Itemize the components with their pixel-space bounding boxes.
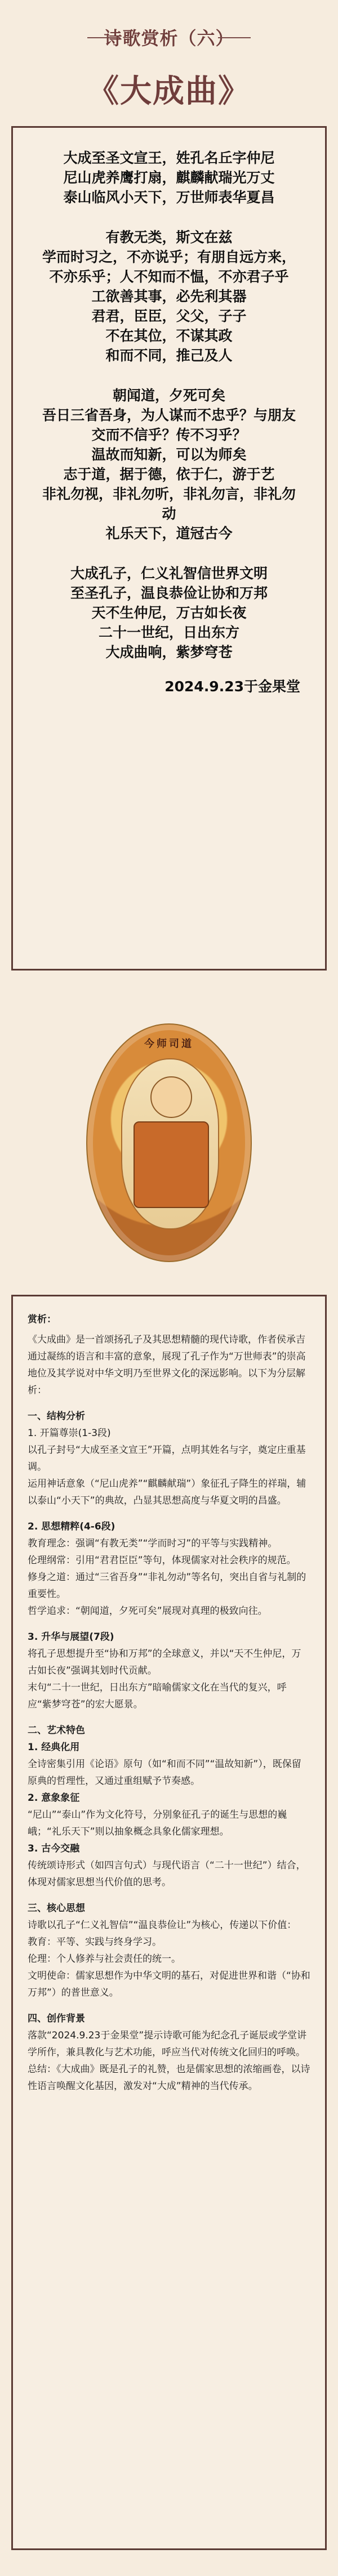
poem-line: 天不生仲尼，万古如长夜 (91, 605, 247, 621)
stanza-1 (38, 148, 300, 207)
portrait-oval (86, 1023, 252, 1262)
poem-line: 志于道，据于德，依于仁，游于艺 (63, 466, 275, 482)
analysis-heading: 赏析： (28, 1314, 56, 1325)
section-title: 四、创作背景 (28, 2013, 85, 2024)
section-text: 哲学追求：“朝闻道，夕死可矣”展现对真理的极致向往。 (28, 1605, 268, 1617)
analysis-section (28, 1518, 310, 1620)
section-subtitle: 2. 意象象征 (28, 1792, 80, 1804)
poem-line: 大成曲响，紫梦穹苍 (105, 644, 233, 660)
poem-line: 大成孔子，仁义礼智信世界文明 (70, 565, 268, 582)
section-text: 传统颂诗形式（如四言句式）与现代语言（“二十一世纪”）结合，体现对儒家思想当代价值的思考。 (28, 1860, 306, 1888)
section-text: 总结：《大成曲》既是孔子的礼赞，也是儒家思想的浓缩画卷，以诗性语言唤醒文化基因，激发对“大成”精神的当代传承。 (28, 2064, 310, 2092)
poem-line: 和而不同，推己及人 (105, 347, 233, 364)
poem-line: 非礼勿视，非礼勿听，非礼勿言，非礼勿动 (42, 486, 296, 522)
poem-line: 温故而知新，可以为师矣 (91, 446, 247, 463)
section-text: 1. 开篇尊崇(1-3段) (28, 1428, 111, 1439)
poem-line: 吾日三省吾身，为人谋而不忠乎？与朋友交而不信乎？传不习乎？ (42, 407, 296, 443)
poem-line: 泰山临风小天下，万世师表华夏昌 (63, 189, 275, 205)
section-title: 二、艺术特色 (28, 1725, 85, 1736)
section-text: 末句“二十一世纪，日出东方”暗喻儒家文化在当代的复兴，呼应“紫梦穹苍”的宏大愿景。 (28, 1682, 287, 1710)
section-text: 运用神话意象（“尼山虎养”“麒麟献瑞”）象征孔子降生的祥瑞，辅以泰山“小天下”的典故，凸显其思想高度与华夏文明的昌盛。 (28, 1478, 306, 1506)
portrait-title: 今师司道 (144, 1038, 194, 1050)
poem-title: 《大成曲》 (87, 73, 251, 110)
banner-right-line (218, 37, 251, 38)
poem-line: 不在其位，不谋其政 (105, 328, 233, 344)
series-banner (87, 25, 251, 50)
analysis-section (28, 1629, 310, 1713)
poem-line: 工欲善其事，必先利其器 (91, 288, 247, 305)
section-title: 2. 思想精粹(4-6段) (28, 1521, 115, 1532)
analysis-section (28, 1722, 310, 1891)
stanza-2 (38, 227, 300, 365)
section-text: 将孔子思想提升至“协和万邦”的全球意义，并以“天不生仲尼，万古如长夜”强调其划时代贡献。 (28, 1648, 301, 1676)
signature: 2024.9.23于金果堂 (164, 678, 300, 695)
poem-line: 君君，臣臣，父父，子子 (91, 308, 247, 324)
section-title: 三、核心思想 (28, 1903, 85, 1914)
poem-line: 至圣孔子，温良恭俭让协和万邦 (70, 585, 268, 601)
figure-head (150, 1076, 192, 1118)
section-text: 落款“2024.9.23于金果堂”提示诗歌可能为纪念孔子诞辰或学堂讲学所作，兼具教化与艺术功能，呼应当代对传统文化回归的呼唤。 (28, 2030, 307, 2058)
analysis-section (28, 1900, 310, 2001)
section-text: 全诗密集引用《论语》原句（如“和而不同”“温故知新”），既保留原典的哲理性，又通过重组赋予节奏感。 (28, 1759, 301, 1787)
section-text: 教育：平等、实践与终身学习。 (28, 1937, 162, 1948)
section-text: 以孔子封号“大成至圣文宣王”开篇，点明其姓名与字，奠定庄重基调。 (28, 1444, 306, 1473)
poem-line: 朝闻道，夕死可矣 (112, 387, 225, 404)
section-text: 伦理纲常：引用“君君臣臣”等句，体现儒家对社会秩序的规范。 (28, 1555, 296, 1566)
figure-body (134, 1121, 209, 1208)
section-title: 一、结构分析 (28, 1411, 85, 1422)
section-text: 教育理念：强调“有教无类”“学而时习”的平等与实践精神。 (28, 1538, 278, 1549)
section-text: 诗歌以孔子“仁义礼智信”“温良恭俭让”为核心，传递以下价值： (28, 1920, 297, 1931)
header (11, 25, 327, 109)
series-title: 诗歌赏析（六） (104, 28, 234, 49)
section-subtitle: 3. 古今交融 (28, 1843, 80, 1854)
poem-line: 学而时习之，不亦说乎；有朋自远方来，不亦乐乎；人不知而不愠，不亦君子乎 (42, 249, 296, 285)
poem-line: 二十一世纪，日出东方 (98, 624, 239, 641)
poem-container (11, 126, 327, 971)
analysis-container (11, 1295, 327, 2550)
analysis-section (28, 2010, 310, 2095)
poem-line: 有教无类，斯文在兹 (105, 229, 233, 245)
stanza-4 (38, 564, 300, 662)
portrait-figure (121, 1058, 219, 1229)
section-title: 3. 升华与展望(7段) (28, 1631, 114, 1643)
section-text: 文明使命：儒家思想作为中华文明的基石，对促进世界和谐（“协和万邦”）的普世意义。 (28, 1970, 310, 1998)
analysis (13, 1296, 325, 2115)
section-text: 修身之道：通过“三省吾身”“非礼勿动”等名句，突出自省与礼制的重要性。 (28, 1572, 306, 1600)
portrait (84, 1022, 254, 1264)
section-text: 伦理：个人修养与社会责任的统一。 (28, 1953, 181, 1965)
analysis-section (28, 1408, 310, 1509)
stanza-3 (38, 386, 300, 543)
section-subtitle: 1. 经典化用 (28, 1742, 80, 1753)
section-text: “尼山”“泰山”作为文化符号，分别象征孔子的诞生与思想的巍峨；“礼乐天下”则以抽象概念具象化儒家理想。 (28, 1809, 287, 1837)
poem-line: 礼乐天下，道冠古今 (105, 525, 233, 542)
poem-line: 大成至圣文宣王，姓孔名丘字仲尼 (63, 150, 275, 166)
analysis-intro: 《大成曲》是一首颂扬孔子及其思想精髓的现代诗歌，作者侯承吉通过凝练的语言和丰富的意象，展现了孔子作为“万世师表”的崇高地位及其学说对中华文明乃至世界文化的深远影响。以下为分层解析： (28, 1334, 306, 1396)
banner-left-line (87, 37, 120, 38)
poem-line: 尼山虎养鹰打扇，麒麟献瑞光万丈 (63, 169, 275, 186)
poem (13, 128, 325, 696)
